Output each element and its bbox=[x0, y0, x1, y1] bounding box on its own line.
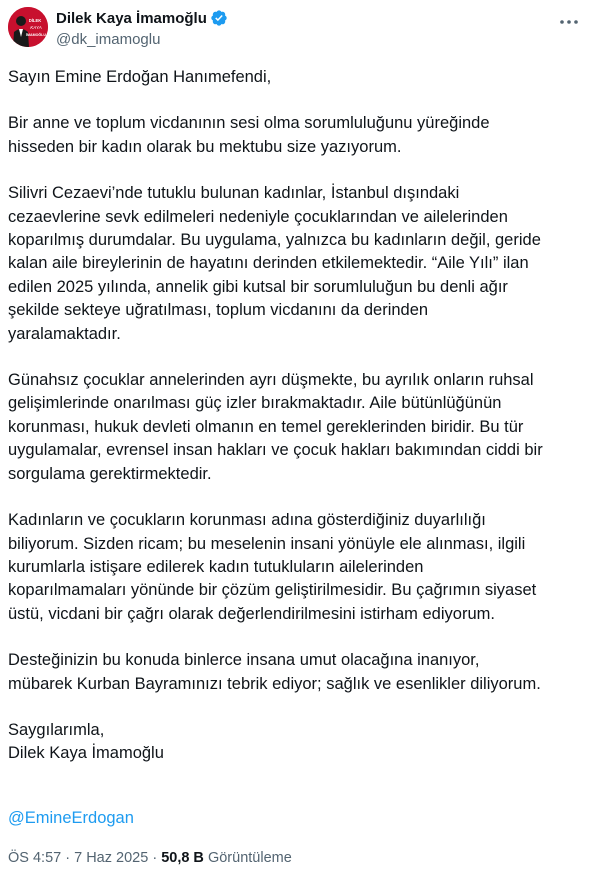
text-line: Günahsız çocuklar annelerinden ayrı düşmekte, bu ayrılık onların ruhsal bbox=[8, 371, 534, 390]
text-line: mübarek Kurban Bayramınızı tebrik ediyor; sağlık ve esenlikler diliyorum. bbox=[8, 674, 541, 693]
avatar[interactable] bbox=[8, 7, 48, 47]
post-time[interactable]: ÖS 4:57 bbox=[8, 850, 62, 866]
text-line: korunması, hukuk devleti olmanın en temel gereklerinden biridir. Bu tür bbox=[8, 417, 524, 436]
svg-text:DİLEK: DİLEK bbox=[28, 18, 42, 23]
text-line: Saygılarımla, bbox=[8, 720, 105, 739]
svg-text:İMAMOĞLU: İMAMOĞLU bbox=[26, 33, 46, 37]
tweet-text bbox=[8, 66, 593, 766]
text-line: kurumlarla istişare edilerek kadın tutukluların ailelerinden bbox=[8, 557, 424, 576]
handle[interactable]: @dk_imamoglu bbox=[56, 31, 161, 48]
display-name[interactable]: Dilek Kaya İmamoğlu bbox=[56, 9, 207, 27]
greeting-paragraph bbox=[8, 66, 593, 89]
text-line: cezaevlerine sevk edilmeleri nedeniyle çocuklarından ve ailelerinden bbox=[8, 207, 508, 226]
text-line: Sayın Emine Erdoğan Hanımefendi, bbox=[8, 68, 272, 86]
text-line: edilen 2025 yılında, annelik gibi kutsal bir sorumluluğun bu denli ağır bbox=[8, 277, 508, 296]
tweet-header bbox=[0, 0, 597, 54]
svg-text:KAYA: KAYA bbox=[30, 25, 42, 30]
text-line: uygulamalar, evrensel insan hakları ve çocuk hakları bakımından ciddi bir bbox=[8, 441, 543, 460]
signature-paragraph bbox=[8, 719, 593, 766]
text-line: Bir anne ve toplum vicdanının sesi olma sorumluluğunu yüreğinde bbox=[8, 114, 490, 133]
text-line: Kadınların ve çocukların korunması adına gösterdiğiniz duyarlılığı bbox=[8, 511, 486, 530]
mention-link[interactable]: @EmineErdogan bbox=[8, 809, 134, 827]
text-line: üstü, vicdani bir çağrı olarak değerlendirilmesini istirham ediyorum. bbox=[8, 604, 495, 623]
text-line: şekilde sekteye uğratılması, toplum vicdanını da derinden bbox=[8, 301, 429, 320]
intro-paragraph bbox=[8, 112, 593, 159]
tweet-meta bbox=[8, 850, 292, 866]
views-label: Görüntüleme bbox=[207, 850, 292, 866]
silivri-paragraph bbox=[8, 182, 593, 346]
text-line: Desteğinizin bu konuda binlerce insana umut olacağına inanıyor, bbox=[8, 651, 480, 670]
text-line: yaralamaktadır. bbox=[8, 324, 121, 343]
text-line: Dilek Kaya İmamoğlu bbox=[8, 744, 164, 763]
avatar-image bbox=[8, 7, 48, 47]
text-line: hisseden bir kadın olarak bu mektubu size yazıyorum. bbox=[8, 137, 402, 156]
text-line: kalan aile bireylerinin de hayatını derinden etkilemektedir. “Aile Yılı” ilan bbox=[8, 254, 529, 273]
verified-badge-icon[interactable] bbox=[210, 9, 228, 27]
text-line: gelişimlerinde onarılması güç izler bırakmaktadır. Aile bütünlüğünün bbox=[8, 394, 502, 413]
meta-separator: · bbox=[65, 850, 71, 866]
meta-separator: · bbox=[152, 850, 158, 866]
text-line: koparılmış durumdalar. Bu uygulama, yalnızca bu kadınların değil, geride bbox=[8, 231, 541, 250]
request-paragraph bbox=[8, 509, 593, 626]
text-line: koparılmamaları yönünde bir çözüm geliştirilmesidir. Bu çağrımın siyaset bbox=[8, 581, 537, 600]
views-count[interactable]: 50,8 B bbox=[161, 850, 204, 866]
name-row bbox=[56, 9, 228, 27]
text-line: biliyorum. Sizden ricam; bu meselenin insani yönüyle ele alınması, ilgili bbox=[8, 534, 526, 553]
post-date[interactable]: 7 Haz 2025 bbox=[74, 850, 149, 866]
children-paragraph bbox=[8, 369, 593, 486]
text-line: Silivri Cezaevi’nde tutuklu bulunan kadınlar, İstanbul dışındaki bbox=[8, 184, 460, 203]
wishes-paragraph bbox=[8, 649, 593, 696]
text-line: sorgulama gerektirmektedir. bbox=[8, 464, 212, 483]
more-options-icon[interactable] bbox=[557, 10, 581, 34]
